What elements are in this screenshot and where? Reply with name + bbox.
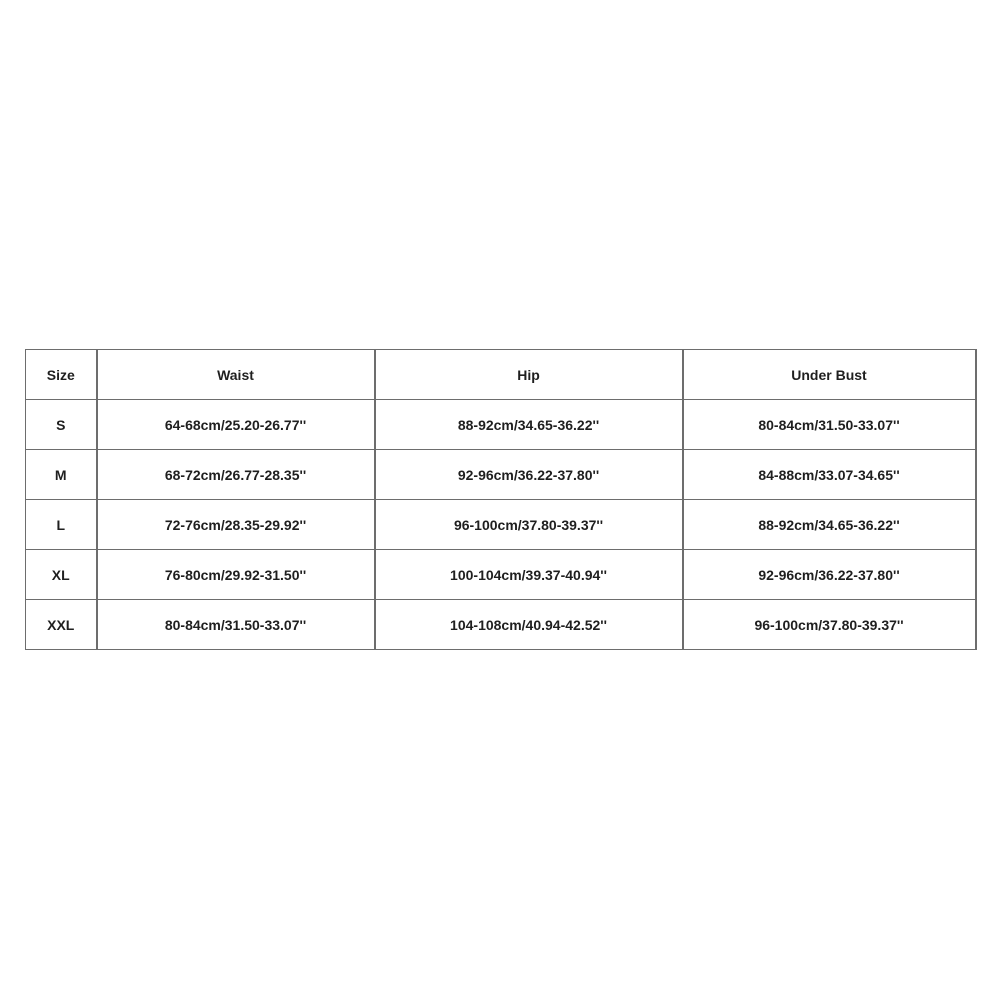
cell-size: S: [26, 400, 97, 450]
cell-hip: 104-108cm/40.94-42.52'': [375, 600, 683, 650]
cell-waist: 72-76cm/28.35-29.92'': [97, 500, 375, 550]
table-row: [26, 450, 976, 500]
cell-under-bust: 92-96cm/36.22-37.80'': [683, 550, 976, 600]
cell-under-bust: 80-84cm/31.50-33.07'': [683, 400, 976, 450]
table-header-row: [26, 350, 976, 400]
cell-size: M: [26, 450, 97, 500]
header-size: Size: [26, 350, 97, 400]
cell-waist: 68-72cm/26.77-28.35'': [97, 450, 375, 500]
header-under-bust: Under Bust: [683, 350, 976, 400]
cell-under-bust: 88-92cm/34.65-36.22'': [683, 500, 976, 550]
cell-hip: 96-100cm/37.80-39.37'': [375, 500, 683, 550]
cell-hip: 88-92cm/34.65-36.22'': [375, 400, 683, 450]
cell-under-bust: 84-88cm/33.07-34.65'': [683, 450, 976, 500]
header-waist: Waist: [97, 350, 375, 400]
table-row: [26, 400, 976, 450]
cell-size: XL: [26, 550, 97, 600]
cell-size: L: [26, 500, 97, 550]
cell-waist: 76-80cm/29.92-31.50'': [97, 550, 375, 600]
cell-size: XXL: [26, 600, 97, 650]
table-row: [26, 500, 976, 550]
cell-hip: 100-104cm/39.37-40.94'': [375, 550, 683, 600]
cell-hip: 92-96cm/36.22-37.80'': [375, 450, 683, 500]
cell-waist: 80-84cm/31.50-33.07'': [97, 600, 375, 650]
cell-waist: 64-68cm/25.20-26.77'': [97, 400, 375, 450]
table-row: [26, 550, 976, 600]
header-hip: Hip: [375, 350, 683, 400]
size-chart-table: [25, 349, 977, 650]
table-row: [26, 600, 976, 650]
cell-under-bust: 96-100cm/37.80-39.37'': [683, 600, 976, 650]
